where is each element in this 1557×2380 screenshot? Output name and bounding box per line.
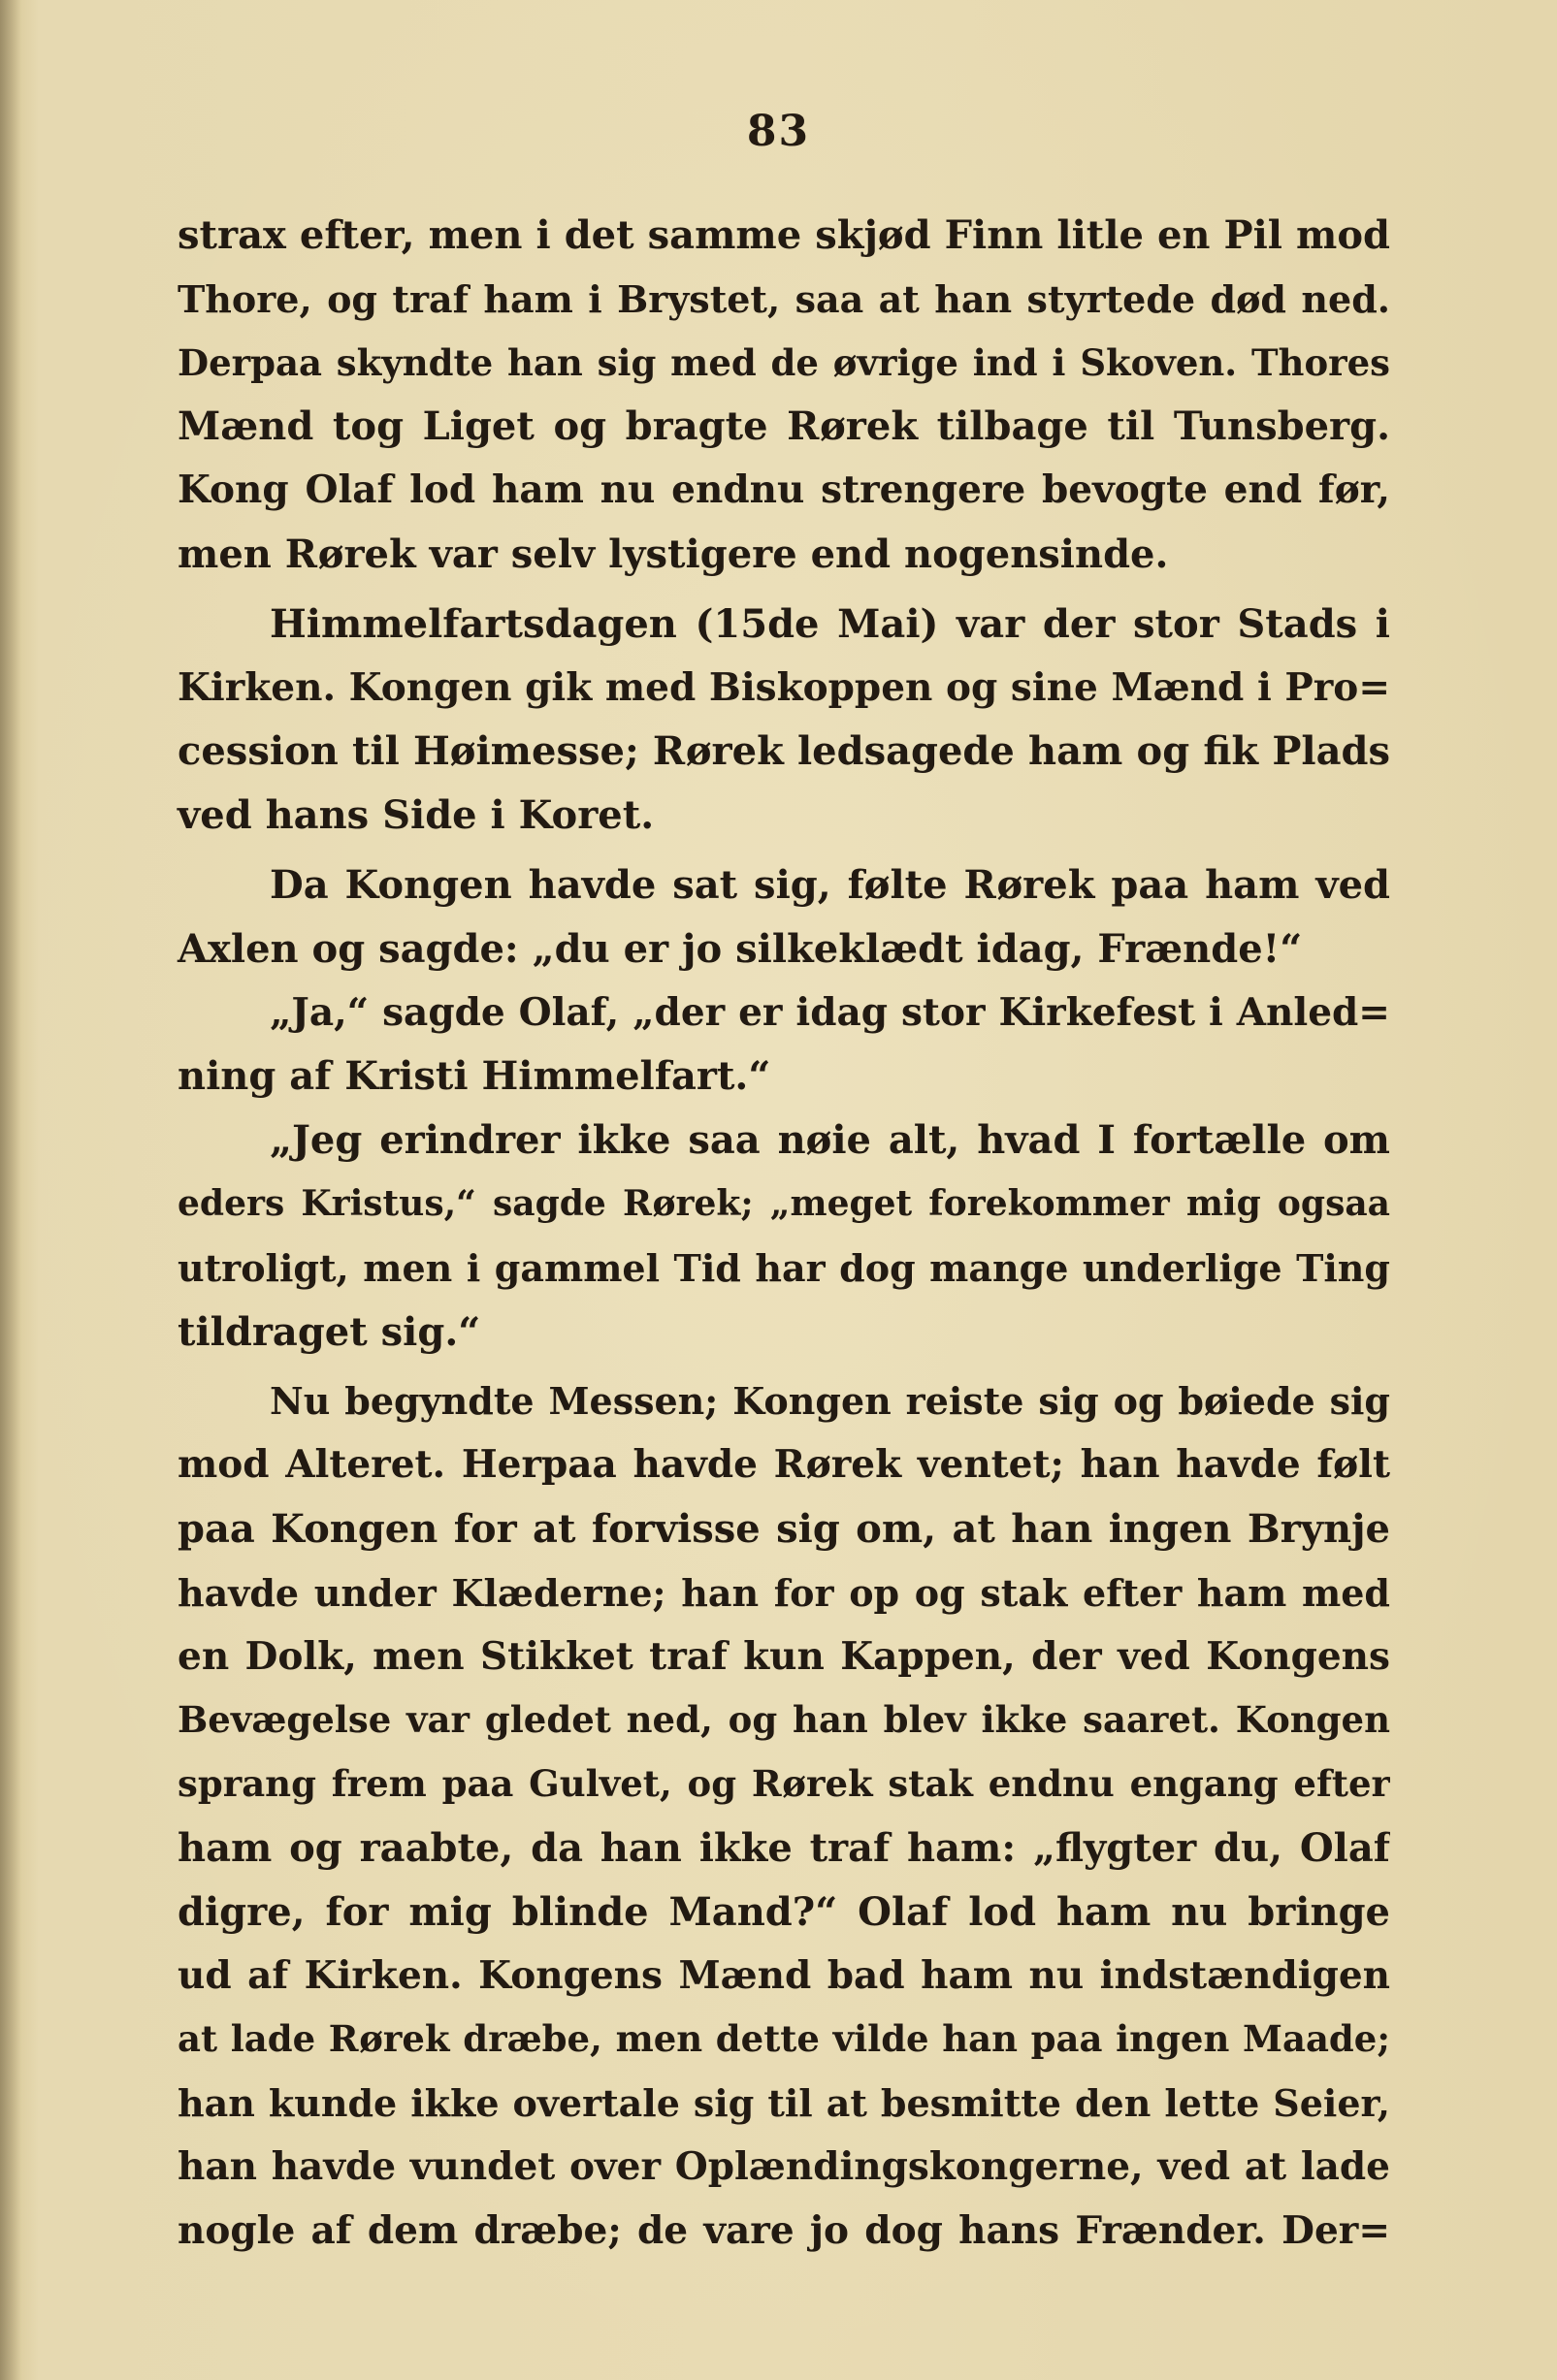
text-line: mod Alteret. Herpaa havde Rørek ventet; han havde følt — [178, 1442, 1390, 1488]
text-line: Himmelfartsdagen (15de Mai) var der stor Stads i — [270, 600, 1390, 647]
body-text — [178, 204, 1390, 2264]
text-line: utroligt, men i gammel Tid har dog mange underlige Ting — [178, 1245, 1390, 1290]
text-line: han kunde ikke overtale sig til at besmitte den lette Seier, — [178, 2081, 1390, 2126]
text-line: Axlen og sagde: „du er jo silkeklædt idag, Frænde!“ — [178, 925, 1303, 972]
page-number: 83 — [746, 107, 811, 156]
text-line: cession til Høimesse; Rørek ledsagede ham og fik Plads — [178, 728, 1390, 775]
text-line: havde under Klæderne; han for op og stak efter ham med — [178, 1570, 1390, 1615]
text-line: Kirken. Kongen gik med Biskoppen og sine Mænd i Pro= — [178, 664, 1390, 710]
text-line: ham og raabte, da han ikke traf ham: „flygter du, Olaf — [178, 1824, 1390, 1871]
text-line: Nu begyndte Messen; Kongen reiste sig og bøiede sig — [270, 1379, 1390, 1424]
text-line: nogle af dem dræbe; de vare jo dog hans Frænder. Der= — [178, 2207, 1390, 2253]
text-line: Da Kongen havde sat sig, følte Rørek paa ham ved — [270, 861, 1390, 908]
text-line: ved hans Side i Koret. — [178, 792, 655, 839]
text-line: sprang frem paa Gulvet, og Rørek stak endnu engang efter — [178, 1762, 1390, 1806]
text-line: paa Kongen for at forvisse sig om, at han ingen Brynje — [178, 1505, 1390, 1552]
text-line: ning af Kristi Himmelfart.“ — [178, 1053, 771, 1100]
text-line: at lade Rørek dræbe, men dette vilde han paa ingen Maade; — [178, 2017, 1390, 2061]
text-line: Thore, og traf ham i Brystet, saa at han styrtede død ned. — [178, 276, 1390, 321]
text-line: „Jeg erindrer ikke saa nøie alt, hvad I fortælle om — [270, 1117, 1390, 1164]
text-line: eders Kristus,“ sagde Rørek; „meget forekommer mig ogsaa — [178, 1182, 1390, 1224]
text-line: „Ja,“ sagde Olaf, „der er idag stor Kirkefest i Anled= — [270, 989, 1390, 1035]
text-line: en Dolk, men Stikket traf kun Kappen, der ved Kongens — [178, 1633, 1390, 1679]
text-line: Mænd tog Liget og bragte Rørek tilbage til Tunsberg. — [178, 403, 1390, 450]
text-line: han havde vundet over Oplændingskongerne, ved at lade — [178, 2143, 1390, 2189]
text-line: Bevægelse var gledet ned, og han blev ikke saaret. Kongen — [178, 1698, 1390, 1742]
text-line: Derpaa skyndte han sig med de øvrige ind i Skoven. Thores — [178, 340, 1390, 384]
text-line: men Rørek var selv lystigere end nogensinde. — [178, 531, 1169, 577]
text-line: strax efter, men i det samme skjød Finn litle en Pil mod — [178, 212, 1390, 258]
text-line: tildraget sig.“ — [178, 1308, 481, 1355]
text-line: Kong Olaf lod ham nu endnu strengere bevogte end før, — [178, 467, 1390, 513]
binding-shadow — [0, 0, 21, 2380]
text-line: digre, for mig blinde Mand?“ Olaf lod ham nu bringe — [178, 1888, 1390, 1935]
text-line: ud af Kirken. Kongens Mænd bad ham nu indstændigen — [178, 1952, 1390, 1998]
